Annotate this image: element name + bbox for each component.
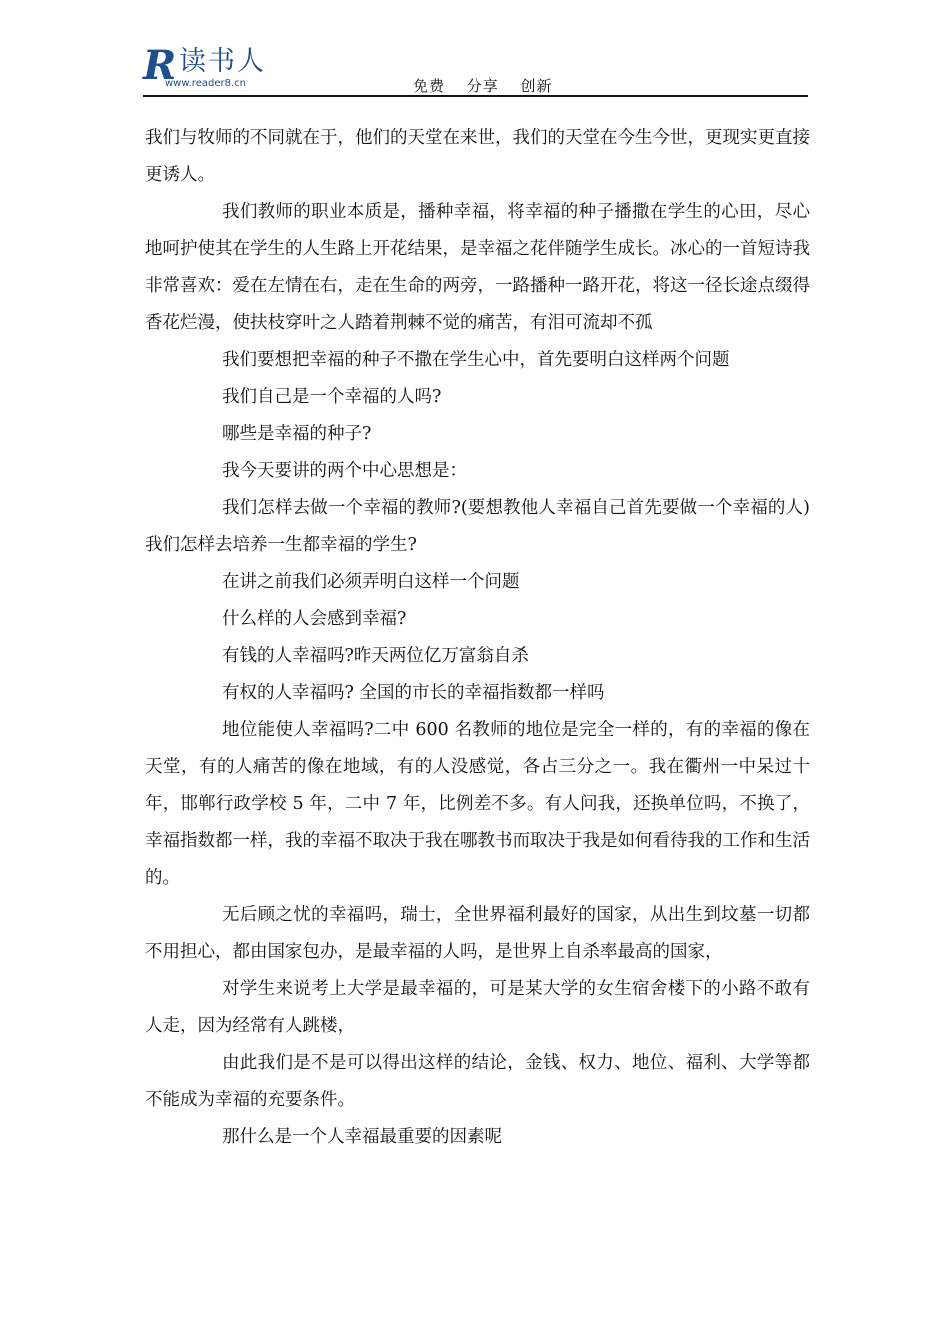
paragraph: 什么样的人会感到幸福?: [222, 609, 407, 629]
paragraph: 那什么是一个人幸福最重要的因素呢: [222, 1127, 502, 1147]
paragraph: 我们自己是一个幸福的人吗?: [222, 387, 442, 407]
reader8-logo: [143, 44, 293, 94]
paragraph: 对学生来说考上大学是最幸福的，可是某大学的女生宿舍楼下的小路不敢有人走，因为经常有人跳楼，: [145, 979, 810, 1036]
paragraph: 我们教师的职业本质是，播种幸福，将幸福的种子播撒在学生的心田，尽心地呵护使其在学生的人生路上开花结果，是幸福之花伴随学生成长。冰心的一首短诗我非常喜欢：爱在左情在右，走在生命的两旁，一路播种一路开花，将这一径长途点缀得香花烂漫，使扶枝穿叶之人踏着荆棘不觉的痛苦，有泪可流却不孤: [145, 202, 810, 333]
paragraph: 有钱的人幸福吗?昨天两位亿万富翁自杀: [222, 646, 529, 666]
paragraph: 我们与牧师的不同就在于，他们的天堂在来世，我们的天堂在今生今世，更现实更直接更诱人。: [145, 128, 810, 185]
paragraph: 在讲之前我们必须弄明白这样一个问题: [222, 572, 520, 592]
paragraph: 有权的人幸福吗? 全国的市长的幸福指数都一样吗: [222, 683, 605, 703]
logo-url: www.reader8.cn: [165, 78, 246, 89]
page-header: [143, 40, 808, 98]
paragraph: 地位能使人幸福吗?二中 600 名教师的地位是完全一样的，有的幸福的像在天堂，有的人痛苦的像在地域，有的人没感觉，各占三分之一。我在衢州一中呆过十年，邯郸行政学校 5 年，二中 7 年，比例差不多。有人问我，还换单位吗，不换了，幸福指数都一样，我的幸福不取决于我在哪教书而取决于我是如何看待我的工作和生活的。: [145, 720, 810, 888]
paragraph: 由此我们是不是可以得出这样的结论，金钱、权力、地位、福利、大学等都不能成为幸福的充要条件。: [145, 1053, 810, 1110]
paragraph: 哪些是幸福的种子?: [222, 424, 372, 444]
paragraph: 我们怎样去做一个幸福的教师?(要想教他人幸福自己首先要做一个幸福的人)我们怎样去培养一生都幸福的学生?: [145, 498, 810, 555]
paragraph: 我们要想把幸福的种子不撒在学生心中，首先要明白这样两个问题: [222, 350, 730, 370]
header-divider: [143, 95, 808, 97]
paragraph: 我今天要讲的两个中心思想是：: [222, 461, 467, 481]
header-slogan: 免费 分享 创新: [413, 77, 553, 95]
logo-text: 读书人: [179, 46, 266, 77]
logo-letter: R: [143, 42, 177, 89]
document-body: [145, 120, 810, 1156]
paragraph: 无后顾之忧的幸福吗，瑞士，全世界福利最好的国家，从出生到坟墓一切都不用担心，都由国家包办，是最幸福的人吗，是世界上自杀率最高的国家，: [145, 905, 810, 962]
